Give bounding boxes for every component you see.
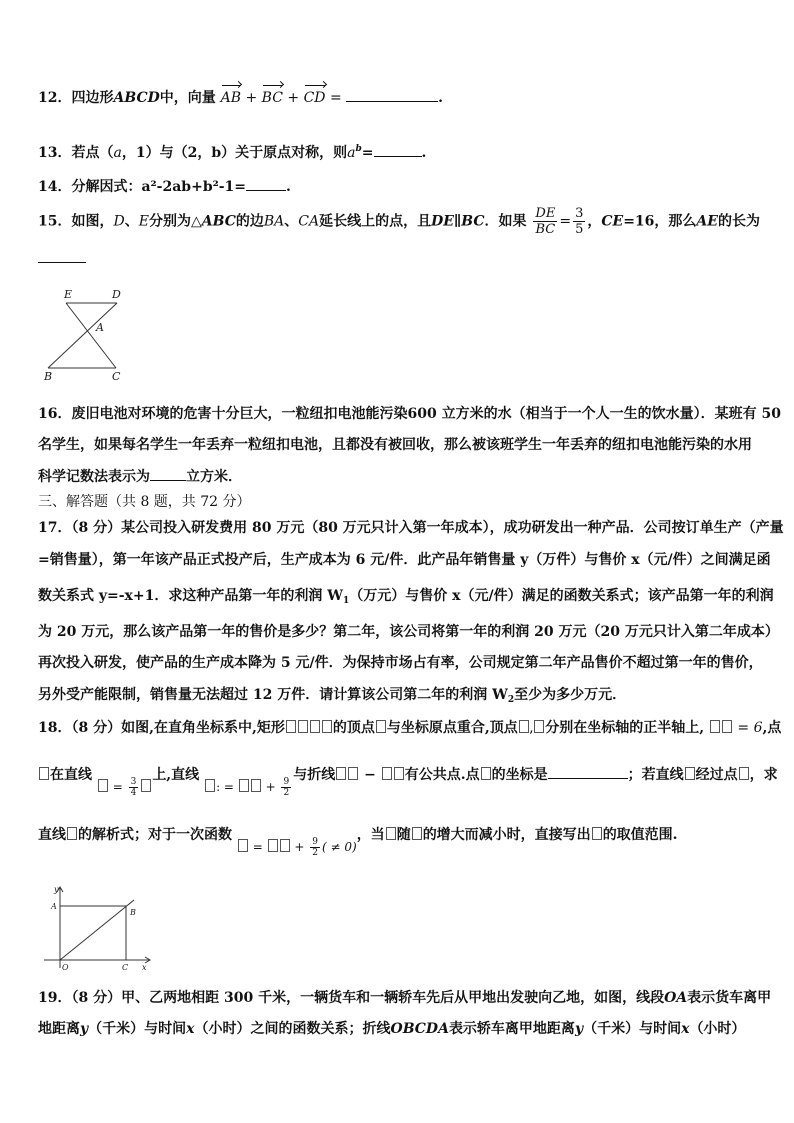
- question-19-line-2: 地距离y（千米）与时间x（小时）之间的函数关系；折线OBCDA表示轿车离甲地距离y（千米）与时间x（小时）: [38, 1021, 746, 1037]
- label-a: A: [51, 902, 57, 911]
- fraction-de-bc: $\frac{DE}{BC}$: [535, 206, 556, 237]
- vector-bc: BC: [261, 90, 283, 106]
- question-17-line-3: 数关系式 y=-x+1．求这种产品第一年的利润 $W_1$（万元）与售价 x（元/件）满足的函数关系式；该产品第一年的利润: [38, 588, 774, 606]
- label-y: y: [54, 885, 59, 894]
- question-13: 13．若点（a，1）与（2，b）关于原点对称，则$a^b=$ .: [38, 144, 427, 161]
- question-17-line-1: 17．（8 分）某公司投入研发费用 80 万元（80 万元只计入第一年成本），成功研发出一种产品．公司按订单生产（产量: [38, 520, 784, 536]
- label-b: B: [130, 908, 136, 917]
- question-18-line-2: 在直线 = $\frac{3}{4}$ 上,直线 : = + $\frac{9}{2}$ 与折线 − 有公共点.点 的坐标是 ；若直线 经过点 ，求: [38, 758, 778, 804]
- label-o: O: [62, 963, 69, 972]
- answer-blank: [346, 87, 438, 102]
- figure-18-rectangle: [38, 884, 158, 974]
- question-17-line-4: 为 20 万元，那么该产品第一年的售价是多少？第二年，该公司将第一年的利润 20 万元（20 万元只计入第二年成本）: [38, 624, 779, 640]
- answer-blank: [548, 764, 628, 779]
- question-17-line-5: 再次投入研发，使产品的生产成本降为 5 元/件．为保持市场占有率，公司规定第二年产品售价不超过第一年的售价，: [38, 655, 763, 671]
- figure-15-triangles: [40, 284, 140, 384]
- question-12: 12．四边形ABCD中，向量 AB + BC + CD = .: [38, 87, 443, 108]
- question-16-line-2: 名学生，如果每名学生一年丢弃一粒纽扣电池，且都没有被回收，那么被该班学生一年丢弃的纽扣电池能污染的水用: [38, 437, 752, 453]
- label-a: A: [96, 321, 104, 334]
- label-b: B: [44, 370, 53, 383]
- vector-ab: AB: [220, 90, 242, 106]
- answer-blank: [246, 176, 286, 191]
- label-d: D: [112, 288, 121, 301]
- answer-blank: [150, 466, 186, 481]
- answer-blank: [374, 142, 422, 157]
- question-16-line-3: 科学记数法表示为 立方米．: [38, 466, 242, 487]
- answer-blank-15: [38, 248, 86, 269]
- question-15: 15．如图，D、E分别为△ABC的边BA、CA延长线上的点，且DE∥BC．如果 $\frac{DE}{BC}$ = $\frac{3}{5}$ ，CE=16，那么AE的长为: [38, 206, 760, 237]
- question-18-line-3: 直线 的解析式；对于一次函数 = + $\frac{9}{2}$ ( ≠ 0)，当 随 的增大而减小时，直接写出 的取值范围.: [38, 827, 678, 858]
- question-14: 14．分解因式：a²-2ab+b²-1= .: [38, 176, 291, 197]
- missing-glyph: [286, 720, 296, 733]
- label-c: C: [122, 963, 129, 972]
- question-19-line-1: 19．（8 分）甲、乙两地相距 300 千米，一辆货车和一辆轿车先后从甲地出发驶向乙地，如图，线段OA表示货车离甲: [38, 990, 772, 1006]
- question-16-line-1: 16．废旧电池对环境的危害十分巨大，一粒纽扣电池能污染600 立方米的水（相当于一个人一生的饮水量）．某班有 50: [38, 406, 781, 422]
- label-c: C: [112, 370, 121, 383]
- question-17-line-6: 另外受产能限制，销售量无法超过 12 万件．请计算该公司第二年的利润 $W_2$至少为多少万元．: [38, 687, 627, 705]
- question-18-line-1: 18．（8 分）如图,在直角坐标系中,矩形 的顶点 与坐标原点重合,顶点 , 分别在坐标轴的正半轴上, = 6,点: [38, 720, 782, 736]
- label-e: E: [64, 288, 73, 301]
- vector-cd: CD: [303, 90, 326, 106]
- label-x: x: [142, 963, 147, 972]
- question-17-line-2: =销售量），第一年该产品正式投产后，生产成本为 6 元/件．此产品年销售量 y（万件）与售价 x（元/件）之间满足函: [38, 552, 771, 568]
- fraction-3-5: $\frac{3}{5}$: [575, 206, 584, 237]
- section-heading: 三、解答题（共 8 题，共 72 分）: [38, 494, 251, 510]
